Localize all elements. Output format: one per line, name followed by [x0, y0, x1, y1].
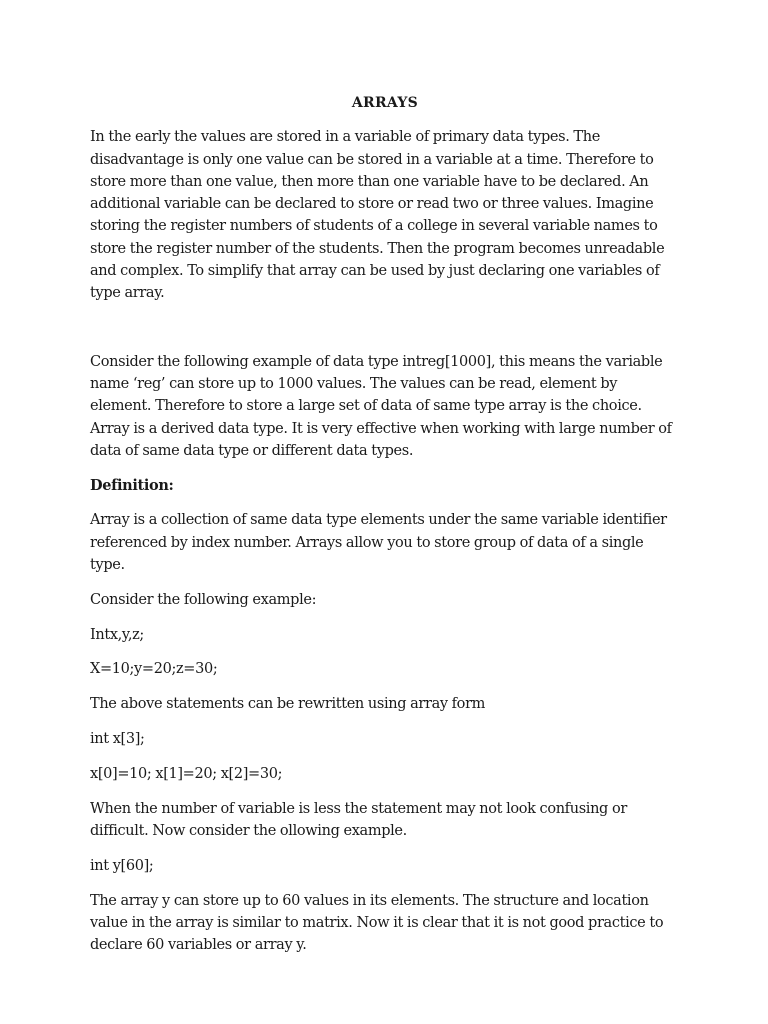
rewrite-paragraph: The above statements can be rewritten using array form — [90, 696, 486, 713]
closing-paragraph: The array y can store up to 60 values in its elements. The structure and location value in the array is similar to matrix. Now it is clear that it is not good practice to declare 60 variables or array y. — [90, 892, 664, 954]
page-title: ARRAYS — [351, 95, 419, 111]
consider-paragraph: Consider the following example: — [90, 591, 317, 608]
definition-paragraph: Array is a collection of same data type elements under the same variable identifier referenced by index number. Arrays allow you to store group of data of a single type. — [90, 512, 667, 574]
code-line-array-60: int y[60]; — [90, 857, 154, 874]
definition-heading: Definition: — [90, 476, 174, 494]
code-line-declare: Intx,y,z; — [90, 626, 144, 643]
example-intro-paragraph: Consider the following example of data type intreg[1000], this means the variable name ‘reg’ can store up to 1000 values. The values can be read, element by element. Therefore to store a large set of data of same type array is the choice. Array is a derived data type. It is very effective when working with large number of data of same data type or different data types. — [90, 353, 672, 459]
intro-paragraph: In the early the values are stored in a variable of primary data types. The disadvantage is only one value can be stored in a variable at a time. Therefore to store more than one value, then more than one variable have to be declared. An additional variable can be declared to store or read two or three values. Imagine storing the register numbers of students of a college in several variable names to store the register number of the students. Then the program becomes unreadable and complex. To simplify that array can be used by just declaring one variables of type array. — [90, 129, 665, 302]
code-line-array-declare: int x[3]; — [90, 731, 145, 748]
code-line-assign: X=10;y=20;z=30; — [90, 661, 218, 678]
document-page — [90, 92, 680, 969]
when-paragraph: When the number of variable is less the statement may not look confusing or difficult. Now consider the ollowing example. — [90, 800, 627, 839]
code-line-array-assign: x[0]=10; x[1]=20; x[2]=30; — [90, 765, 283, 782]
